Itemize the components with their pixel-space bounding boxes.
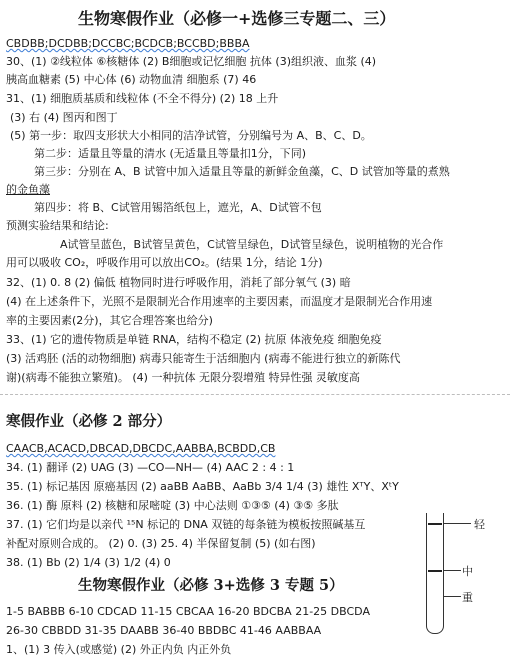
q31-line-4: 第二步：适量且等量的清水 (无适量且等量扣1分，下同)	[34, 147, 307, 160]
section-title-3: 生物寒假作业（必修 3+选修 3 专题 5）	[78, 577, 344, 594]
q31-line-7: 第四步：将 B、C试管用锡箔纸包上，遮光，A、D试管不包	[34, 201, 322, 214]
q30-line-1: 30、(1) ②线粒体 ⑥核糖体 (2) B细胞或记忆细胞 抗体 (3)组织液、血浆 (4)	[6, 55, 377, 68]
q31-line-10: 用可以吸收 CO₂，呼吸作用可以放出CO₂。(结果 1分，结论 1分)	[6, 256, 323, 269]
mc-answers-3b: 26-30 CBBDD 31-35 DAABB 36-40 BBDBC 41-46 AABBAA	[6, 624, 322, 637]
q37-line-2: 补配对原则合成的。 (2) 0. (3) 25. 4) 半保留复制 (5) (如右图)	[6, 537, 316, 550]
band-middle	[428, 570, 442, 572]
q31-line-1: 31、(1) 细胞质基质和线粒体 (不全不得分) (2) 18 上升	[6, 92, 279, 105]
band-light	[428, 523, 442, 525]
mc-answers-2: CAACB,ACACD,DBCAD,DBCDC,AABBA,BCBDD,CB	[6, 442, 276, 455]
leader-heavy	[443, 596, 461, 597]
q32-line-1: 32、(1) 0. 8 (2) 偏低 植物同时进行呼吸作用，消耗了部分氧气 (3) 暗	[6, 276, 351, 289]
section-title-2: 寒假作业（必修 2 部分）	[6, 413, 172, 430]
q30-line-2: 胰高血糖素 (5) 中心体 (6) 动物血清 细胞系 (7) 46	[6, 73, 257, 86]
q33-line-1: 33、(1) 它的遗传物质是单链 RNA，结构不稳定 (2) 抗原 体液免疫 细胞免疫	[6, 333, 382, 346]
q31-line-5: 第三步：分别在 A、B 试管中加入适量且等量的新鲜金鱼藻，C、D 试管加等量的煮熟	[34, 165, 450, 178]
q1-final-line: 1、(1) 3 传入(或感觉) (2) 外正内负 内正外负	[6, 643, 232, 656]
q33-line-2: (3) 活鸡胚 (活的动物细胞) 病毒只能寄生于活细胞内 (病毒不能进行独立的新陈代	[6, 352, 401, 365]
centrifuge-tube	[426, 513, 444, 634]
q31-line-9: A试管呈蓝色，B试管呈黄色，C试管呈绿色，D试管呈绿色，说明植物的光合作	[60, 238, 444, 251]
leader-middle	[443, 570, 461, 571]
q37-line-1: 37. (1) 它们均是以亲代 ¹⁵N 标记的 DNA 双链的每条链为模板按照碱基互	[6, 518, 366, 531]
q35-line: 35. (1) 标记基因 原癌基因 (2) aaBB AaBB、AaBb 3/4 1/4 (3) 雄性 XᵀY、XᵗY	[6, 480, 399, 493]
mc-answers-1: CBDBB;DCDBB;DCCBC;BCDCB;BCCBD;BBBA	[6, 37, 250, 50]
q38-line: 38. (1) Bb (2) 1/4 (3) 1/2 (4) 0	[6, 556, 171, 569]
q31-line-6: 的金鱼藻	[6, 183, 50, 196]
q31-line-3: (5) 第一步：取四支形状大小相同的洁净试管，分别编号为 A、B、C、D。	[10, 129, 372, 142]
q34-line: 34. (1) 翻译 (2) UAG (3) —CO—NH— (4) AAC 2 : 4 : 1	[6, 461, 295, 474]
q36-line: 36. (1) 酶 原料 (2) 核糖和尿嘧啶 (3) 中心法则 ①③⑤ (4) ③⑤ 多肽	[6, 499, 339, 512]
q32-line-2: (4) 在上述条件下，光照不是限制光合作用速率的主要因素，而温度才是限制光合作用速	[6, 295, 433, 308]
q31-line-2: (3) 右 (4) 图丙和图丁	[10, 111, 118, 124]
q33-line-3: 谢)(病毒不能独立繁殖)。 (4) 一种抗体 无限分裂增殖 特异性强 灵敏度高	[6, 371, 360, 384]
q32-line-3: 率的主要因素(2分)，其它合理答案也给分)	[6, 314, 213, 327]
leader-light	[443, 523, 471, 524]
label-heavy: 重	[462, 591, 473, 604]
divider-1	[0, 394, 510, 395]
section-title-1: 生物寒假作业（必修一+选修三专题二、三）	[78, 9, 396, 28]
label-middle: 中	[462, 565, 473, 578]
label-light: 轻	[474, 518, 485, 531]
q31-line-8: 预测实验结果和结论:	[6, 219, 109, 232]
mc-answers-3a: 1-5 BABBB 6-10 CDCAD 11-15 CBCAA 16-20 BDCBA 21-25 DBCDA	[6, 605, 370, 618]
